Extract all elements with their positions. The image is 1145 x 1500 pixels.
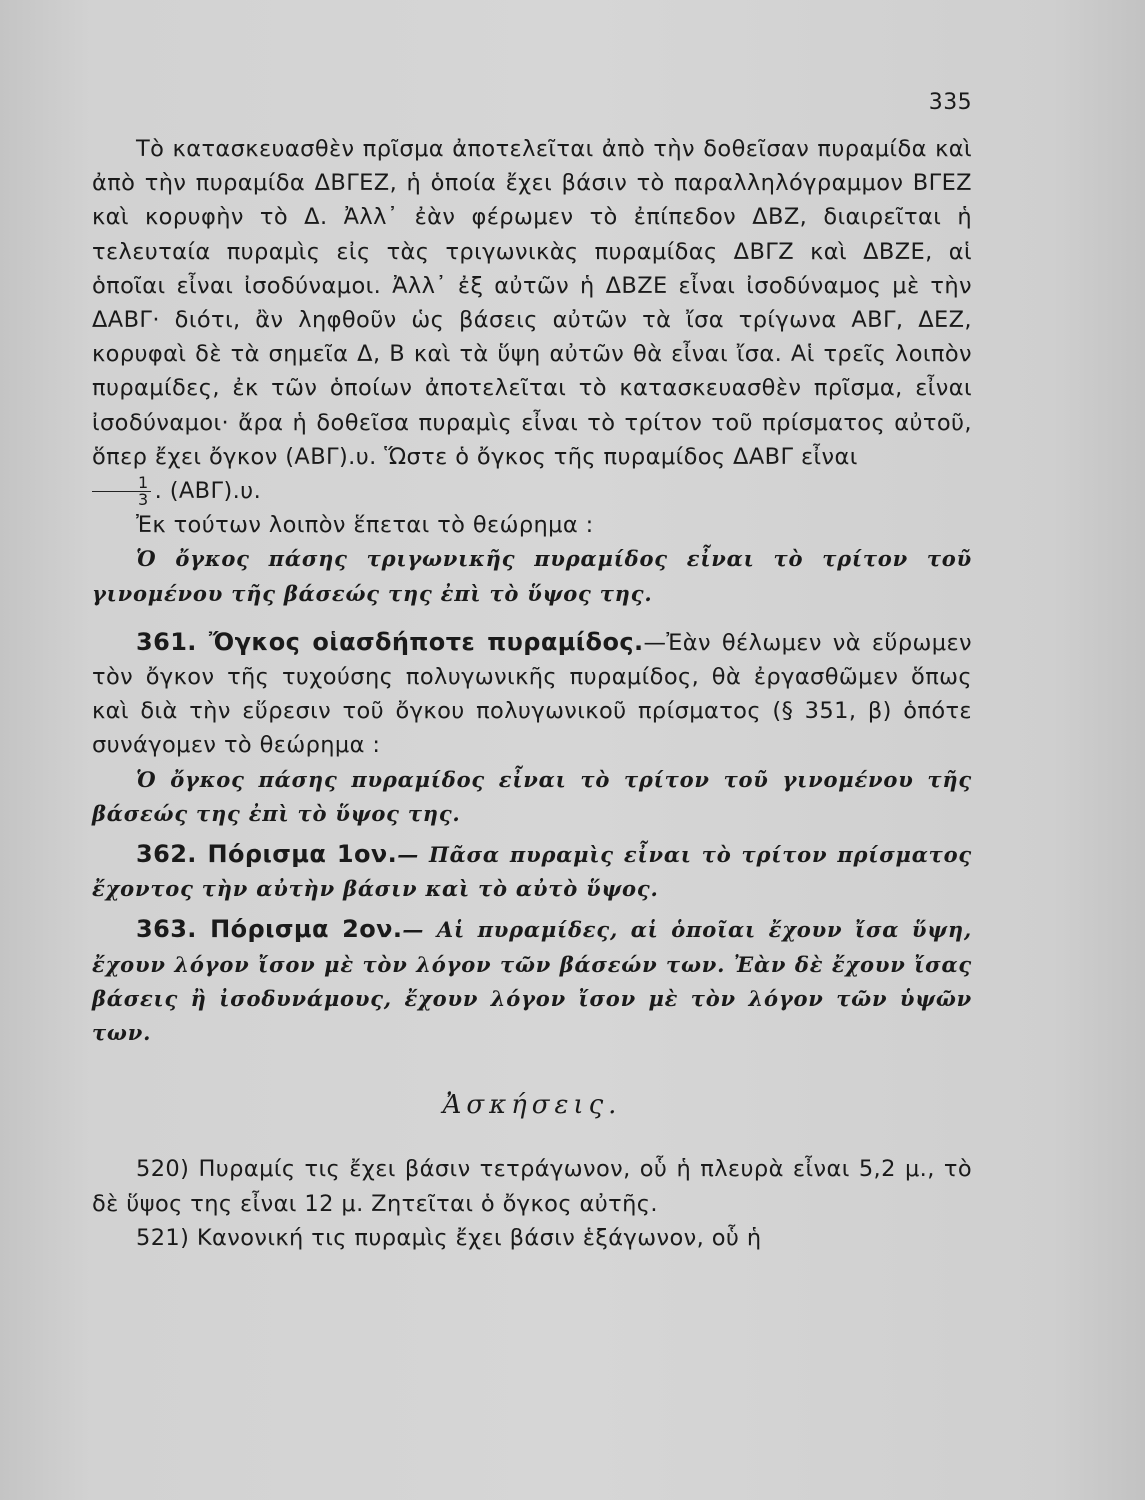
section-362-text: — Πᾶσα πυραμὶς εἶναι τὸ τρίτον πρίσματος ἔχοντος τὴν αὐτὴν βάσιν καὶ τὸ αὐτὸ ὕψος. <box>92 842 972 902</box>
section-363-heading: 363. Πόρισμα 2ον. <box>136 915 403 944</box>
fraction-one-third <box>92 475 151 508</box>
fraction-numerator: 1 <box>92 475 151 492</box>
fraction-tail: . (ΑΒΓ).υ. <box>154 478 262 505</box>
theorem-triangular-pyramid: Ὁ ὄγκος πάσης τριγωνικῆς πυραμίδος εἶναι τὸ τρίτον τοῦ γινομένου τῆς βάσεώς της ἐπὶ τὸ ὕψος της. <box>92 546 972 606</box>
section-361 <box>92 625 972 763</box>
text-block <box>92 88 972 1255</box>
exercise-520: 520) Πυραμίς τις ἔχει βάσιν τετράγωνον, οὗ ἡ πλευρὰ εἶναι 5,2 μ., τὸ δὲ ὕψος της εἶναι 12 μ. Ζητεῖται ὁ ὄγκος αὐτῆς. <box>92 1156 972 1217</box>
spacer <box>92 611 972 625</box>
fraction-denominator: 3 <box>138 490 149 510</box>
section-363 <box>92 912 972 1050</box>
section-362-heading: 362. Πόρισμα 1ον. <box>136 840 398 869</box>
section-361-heading: 361. Ὄγκος οἱασδήποτε πυραμίδος. <box>136 627 644 656</box>
section-361-text: —Ἐὰν θέλωμεν νὰ εὕρωμεν τὸν ὄγκον τῆς τυχούσης πολυγωνικῆς πυραμίδος, θὰ ἐργασθῶμεν ὅπως καὶ διὰ τὴν εὕρεσιν τοῦ ὄγκου πολυγωνικοῦ πρίσματος (§ 351, β) ὁπότε συνάγομεν τὸ θεώρημα : <box>92 629 972 759</box>
section-362 <box>92 837 972 906</box>
exercise-521: 521) Κανονική τις πυραμὶς ἔχει βάσιν ἑξάγωνον, οὗ ἡ <box>136 1224 762 1251</box>
proof-text: Τὸ κατασκευασθὲν πρῖσμα ἀποτελεῖται ἀπὸ τὴν δοθεῖσαν πυραμίδα καὶ ἀπὸ τὴν πυραμίδα ΔΒΓΕΖ, ἡ ὁποία ἔχει βάσιν τὸ παραλληλόγραμμον ΒΓΕΖ καὶ κορυφὴν τὸ Δ. Ἀλλ᾽ ἐὰν φέρωμεν τὸ ἐπίπεδον ΔΒΖ, διαιρεῖται ἡ τελευταία πυραμὶς εἰς τὰς τριγωνικὰς πυραμίδας ΔΒΓΖ καὶ ΔΒΖΕ, αἱ ὁποῖαι εἶναι ἰσοδύναμοι. Ἀλλ᾽ ἐξ αὐτῶν ἡ ΔΒΖΕ εἶναι ἰσοδύναμος μὲ τὴν ΔΑΒΓ· διότι, ἂν ληφθοῦν ὡς βάσεις αὐτῶν τὰ ἴσα τρίγωνα ΑΒΓ, ΔΕΖ, κορυφαὶ δὲ τὰ σημεῖα Δ, Β καὶ τὰ ὕψη αὐτῶν θὰ εἶναι ἴσα. Αἱ τρεῖς λοιπὸν πυραμίδες, ἐκ τῶν ὁποίων ἀποτελεῖται τὸ κατασκευασθὲν πρῖσμα, εἶναι ἰσοδύναμοι· ἄρα ἡ δοθεῖσα πυραμὶς εἶναι τὸ τρίτον τοῦ πρίσματος αὐτοῦ, ὅπερ ἔχει ὄγκον (ΑΒΓ).υ. Ὥστε ὁ ὄγκος τῆς πυραμίδος ΔΑΒΓ εἶναι <box>92 136 972 470</box>
conclusion-intro: Ἐκ τούτων λοιπὸν ἕπεται τὸ θεώρημα : <box>136 512 594 539</box>
page-number: 335 <box>928 90 972 115</box>
exercises-title: Ἀσκήσεις. <box>442 1090 622 1121</box>
theorem-any-pyramid: Ὁ ὄγκος πάσης πυραμίδος εἶναι τὸ τρίτον τοῦ γινομένου τῆς βάσεώς της ἐπὶ τὸ ὕψος της. <box>92 766 972 826</box>
section-363-text: — Αἱ πυραμίδες, αἱ ὁποῖαι ἔχουν ἴσα ὕψη, ἔχουν λόγον ἴσον μὲ τὸν λόγον τῶν βάσεών των. Ἐὰν δὲ ἔχουν ἴσας βάσεις ἢ ἰσοδυνάμους, ἔχουν λόγον ἴσον μὲ τὸν λόγον τῶν ὑψῶν των. <box>92 917 972 1046</box>
paragraph-proof <box>92 132 972 508</box>
